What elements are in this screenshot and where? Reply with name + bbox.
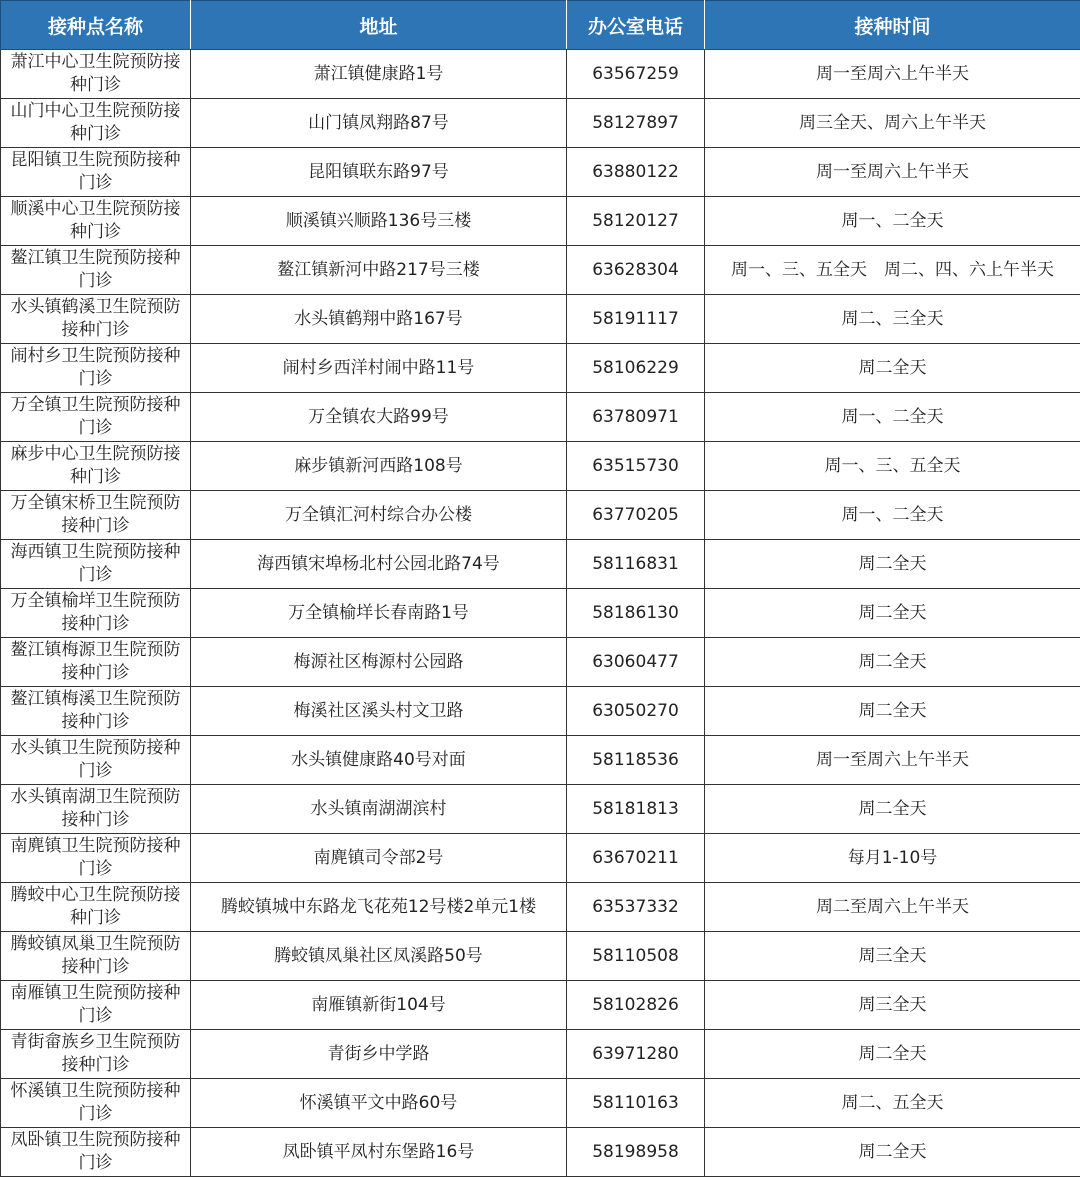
site-name-cell: 山门中心卫生院预防接种门诊 [1,99,191,148]
time-cell: 周一、二全天 [705,393,1080,442]
phone-cell: 58198958 [567,1128,705,1177]
address-cell: 梅源社区梅源村公园路 [191,638,567,687]
address-cell: 青街乡中学路 [191,1030,567,1079]
time-cell: 周一至周六上午半天 [705,148,1080,197]
site-name-cell: 水头镇鹤溪卫生院预防接种门诊 [1,295,191,344]
address-cell: 万全镇榆垟长春南路1号 [191,589,567,638]
address-cell: 水头镇南湖湖滨村 [191,785,567,834]
site-name-cell: 麻步中心卫生院预防接种门诊 [1,442,191,491]
table-row [1,99,1080,148]
site-name-cell: 万全镇宋桥卫生院预防接种门诊 [1,491,191,540]
phone-cell: 58110508 [567,932,705,981]
site-name-cell: 鳌江镇卫生院预防接种门诊 [1,246,191,295]
time-cell: 周二、三全天 [705,295,1080,344]
phone-cell: 63880122 [567,148,705,197]
site-name-cell: 萧江中心卫生院预防接种门诊 [1,50,191,99]
time-cell: 周三全天 [705,932,1080,981]
site-name-cell: 万全镇榆垟卫生院预防接种门诊 [1,589,191,638]
time-cell: 周三全天、周六上午半天 [705,99,1080,148]
address-cell: 鳌江镇新河中路217号三楼 [191,246,567,295]
site-name-cell: 南雁镇卫生院预防接种门诊 [1,981,191,1030]
table-row [1,246,1080,295]
table-row [1,1079,1080,1128]
time-cell: 周一、三、五全天 周二、四、六上午半天 [705,246,1080,295]
phone-cell: 63770205 [567,491,705,540]
table-row [1,295,1080,344]
address-cell: 凤卧镇平凤村东堡路16号 [191,1128,567,1177]
phone-cell: 63780971 [567,393,705,442]
time-cell: 周三全天 [705,981,1080,1030]
site-name-cell: 腾蛟镇凤巢卫生院预防接种门诊 [1,932,191,981]
time-cell: 周二全天 [705,589,1080,638]
address-cell: 万全镇汇河村综合办公楼 [191,491,567,540]
table-row [1,834,1080,883]
address-cell: 水头镇健康路40号对面 [191,736,567,785]
address-cell: 山门镇凤翔路87号 [191,99,567,148]
phone-cell: 63567259 [567,50,705,99]
table-row [1,491,1080,540]
site-name-cell: 海西镇卫生院预防接种门诊 [1,540,191,589]
header-time: 接种时间 [705,1,1080,50]
site-name-cell: 怀溪镇卫生院预防接种门诊 [1,1079,191,1128]
header-site-name: 接种点名称 [1,1,191,50]
table-row [1,883,1080,932]
time-cell: 周二全天 [705,1030,1080,1079]
site-name-cell: 青街畲族乡卫生院预防接种门诊 [1,1030,191,1079]
address-cell: 麻步镇新河西路108号 [191,442,567,491]
header-address: 地址 [191,1,567,50]
address-cell: 怀溪镇平文中路60号 [191,1079,567,1128]
table-body [1,50,1080,1177]
table-row [1,197,1080,246]
time-cell: 周一、三、五全天 [705,442,1080,491]
table-row [1,50,1080,99]
table-row [1,442,1080,491]
table-row [1,736,1080,785]
time-cell: 周二、五全天 [705,1079,1080,1128]
table-row [1,148,1080,197]
time-cell: 周二至周六上午半天 [705,883,1080,932]
phone-cell: 63628304 [567,246,705,295]
address-cell: 腾蛟镇凤巢社区凤溪路50号 [191,932,567,981]
phone-cell: 58127897 [567,99,705,148]
phone-cell: 63670211 [567,834,705,883]
address-cell: 闹村乡西洋村闹中路11号 [191,344,567,393]
table-row [1,785,1080,834]
phone-cell: 58110163 [567,1079,705,1128]
address-cell: 万全镇农大路99号 [191,393,567,442]
time-cell: 每月1-10号 [705,834,1080,883]
table-row [1,1030,1080,1079]
address-cell: 水头镇鹤翔中路167号 [191,295,567,344]
time-cell: 周二全天 [705,1128,1080,1177]
address-cell: 南雁镇新街104号 [191,981,567,1030]
phone-cell: 58106229 [567,344,705,393]
time-cell: 周二全天 [705,638,1080,687]
phone-cell: 58116831 [567,540,705,589]
time-cell: 周一至周六上午半天 [705,736,1080,785]
time-cell: 周二全天 [705,785,1080,834]
site-name-cell: 昆阳镇卫生院预防接种门诊 [1,148,191,197]
table-row [1,687,1080,736]
site-name-cell: 顺溪中心卫生院预防接种门诊 [1,197,191,246]
site-name-cell: 水头镇卫生院预防接种门诊 [1,736,191,785]
site-name-cell: 腾蛟中心卫生院预防接种门诊 [1,883,191,932]
phone-cell: 58118536 [567,736,705,785]
phone-cell: 58181813 [567,785,705,834]
table-row [1,1128,1080,1177]
address-cell: 腾蛟镇城中东路龙飞花苑12号楼2单元1楼 [191,883,567,932]
header-phone: 办公室电话 [567,1,705,50]
site-name-cell: 鳌江镇梅源卫生院预防接种门诊 [1,638,191,687]
address-cell: 海西镇宋埠杨北村公园北路74号 [191,540,567,589]
phone-cell: 58120127 [567,197,705,246]
phone-cell: 63971280 [567,1030,705,1079]
phone-cell: 58191117 [567,295,705,344]
address-cell: 昆阳镇联东路97号 [191,148,567,197]
address-cell: 南麂镇司令部2号 [191,834,567,883]
address-cell: 顺溪镇兴顺路136号三楼 [191,197,567,246]
phone-cell: 58102826 [567,981,705,1030]
address-cell: 萧江镇健康路1号 [191,50,567,99]
table-row [1,393,1080,442]
site-name-cell: 水头镇南湖卫生院预防接种门诊 [1,785,191,834]
site-name-cell: 鳌江镇梅溪卫生院预防接种门诊 [1,687,191,736]
time-cell: 周一、二全天 [705,197,1080,246]
time-cell: 周一至周六上午半天 [705,50,1080,99]
header-row [1,1,1080,50]
address-cell: 梅溪社区溪头村文卫路 [191,687,567,736]
table-row [1,344,1080,393]
phone-cell: 63050270 [567,687,705,736]
phone-cell: 63060477 [567,638,705,687]
table-row [1,932,1080,981]
table-row [1,981,1080,1030]
phone-cell: 58186130 [567,589,705,638]
table-row [1,589,1080,638]
time-cell: 周一、二全天 [705,491,1080,540]
table-row [1,638,1080,687]
phone-cell: 63515730 [567,442,705,491]
phone-cell: 63537332 [567,883,705,932]
site-name-cell: 闹村乡卫生院预防接种门诊 [1,344,191,393]
time-cell: 周二全天 [705,687,1080,736]
time-cell: 周二全天 [705,540,1080,589]
time-cell: 周二全天 [705,344,1080,393]
site-name-cell: 万全镇卫生院预防接种门诊 [1,393,191,442]
site-name-cell: 南麂镇卫生院预防接种门诊 [1,834,191,883]
table-row [1,540,1080,589]
site-name-cell: 凤卧镇卫生院预防接种门诊 [1,1128,191,1177]
